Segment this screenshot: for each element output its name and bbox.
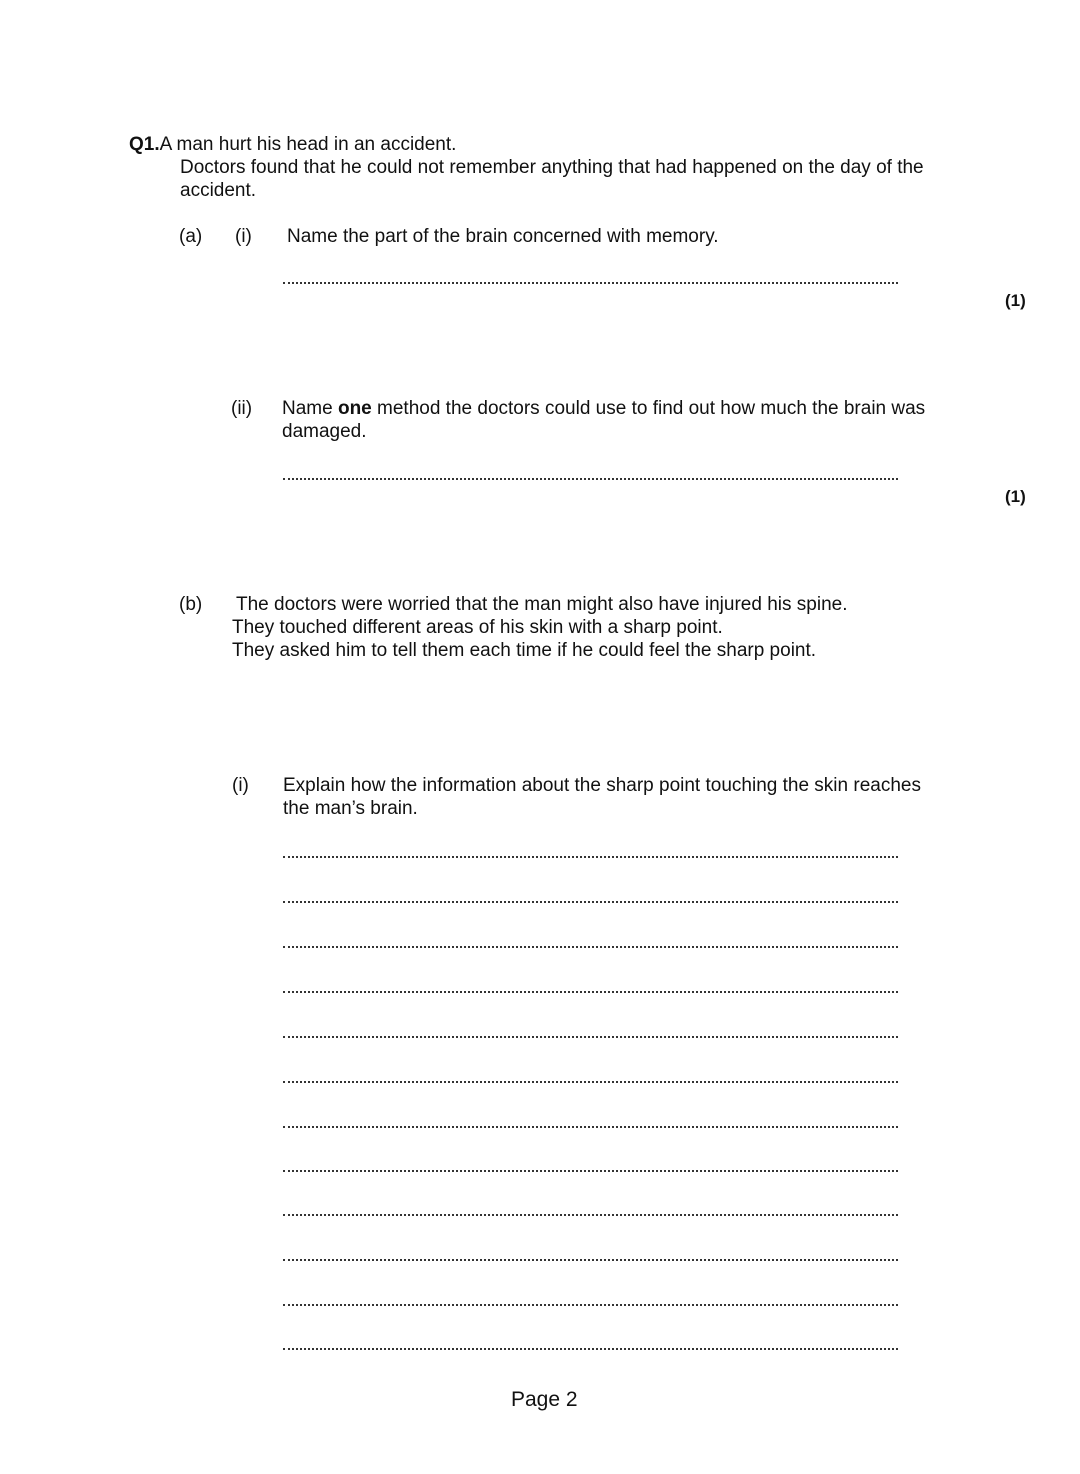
answer-line[interactable] xyxy=(283,856,898,858)
answer-line[interactable] xyxy=(283,282,898,284)
part-a-ii-label: (ii) xyxy=(231,398,253,419)
part-b-i-question-line-1: Explain how the information about the sharp point touching the skin reaches xyxy=(283,775,921,796)
text-segment: method the doctors could use to find out how much the brain was xyxy=(371,398,926,419)
question-intro-line-1 xyxy=(129,133,456,156)
answer-line[interactable] xyxy=(283,946,898,948)
part-b-line-1: The doctors were worried that the man might also have injured his spine. xyxy=(236,594,848,615)
answer-line[interactable] xyxy=(283,1081,898,1083)
answer-line[interactable] xyxy=(283,901,898,903)
answer-line[interactable] xyxy=(283,1259,898,1261)
question-intro-line-2: Doctors found that he could not remember anything that had happened on the day of the xyxy=(180,157,924,178)
answer-line[interactable] xyxy=(283,1126,898,1128)
part-a-i-label: (i) xyxy=(235,226,252,247)
part-a-ii-question-line-1 xyxy=(282,397,925,420)
answer-line[interactable] xyxy=(283,478,898,480)
part-b-i-question-line-2: the man’s brain. xyxy=(283,798,418,819)
part-b-label: (b) xyxy=(179,594,203,615)
emphasis-one: one xyxy=(337,398,372,419)
marks-a-ii: (1) xyxy=(1005,487,1026,506)
answer-line[interactable] xyxy=(283,1170,898,1172)
answer-line[interactable] xyxy=(283,1304,898,1306)
question-intro-line-3: accident. xyxy=(180,180,257,201)
question-number: Q1. xyxy=(129,134,160,155)
part-a-ii-question-line-2: damaged. xyxy=(282,421,367,442)
answer-line[interactable] xyxy=(283,991,898,993)
part-b-line-2: They touched different areas of his skin with a sharp point. xyxy=(232,617,723,638)
page-number: Page 2 xyxy=(511,1388,578,1411)
answer-line[interactable] xyxy=(283,1348,898,1350)
part-a-label: (a) xyxy=(179,226,203,247)
intro-text-1: A man hurt his head in an accident. xyxy=(159,134,457,155)
part-a-i-question: Name the part of the brain concerned with memory. xyxy=(287,226,719,247)
answer-line[interactable] xyxy=(283,1214,898,1216)
part-b-i-label: (i) xyxy=(232,775,249,796)
marks-a-i: (1) xyxy=(1005,291,1026,310)
answer-line[interactable] xyxy=(283,1036,898,1038)
text-segment: Name xyxy=(282,398,338,419)
part-b-line-3: They asked him to tell them each time if he could feel the sharp point. xyxy=(232,640,817,661)
